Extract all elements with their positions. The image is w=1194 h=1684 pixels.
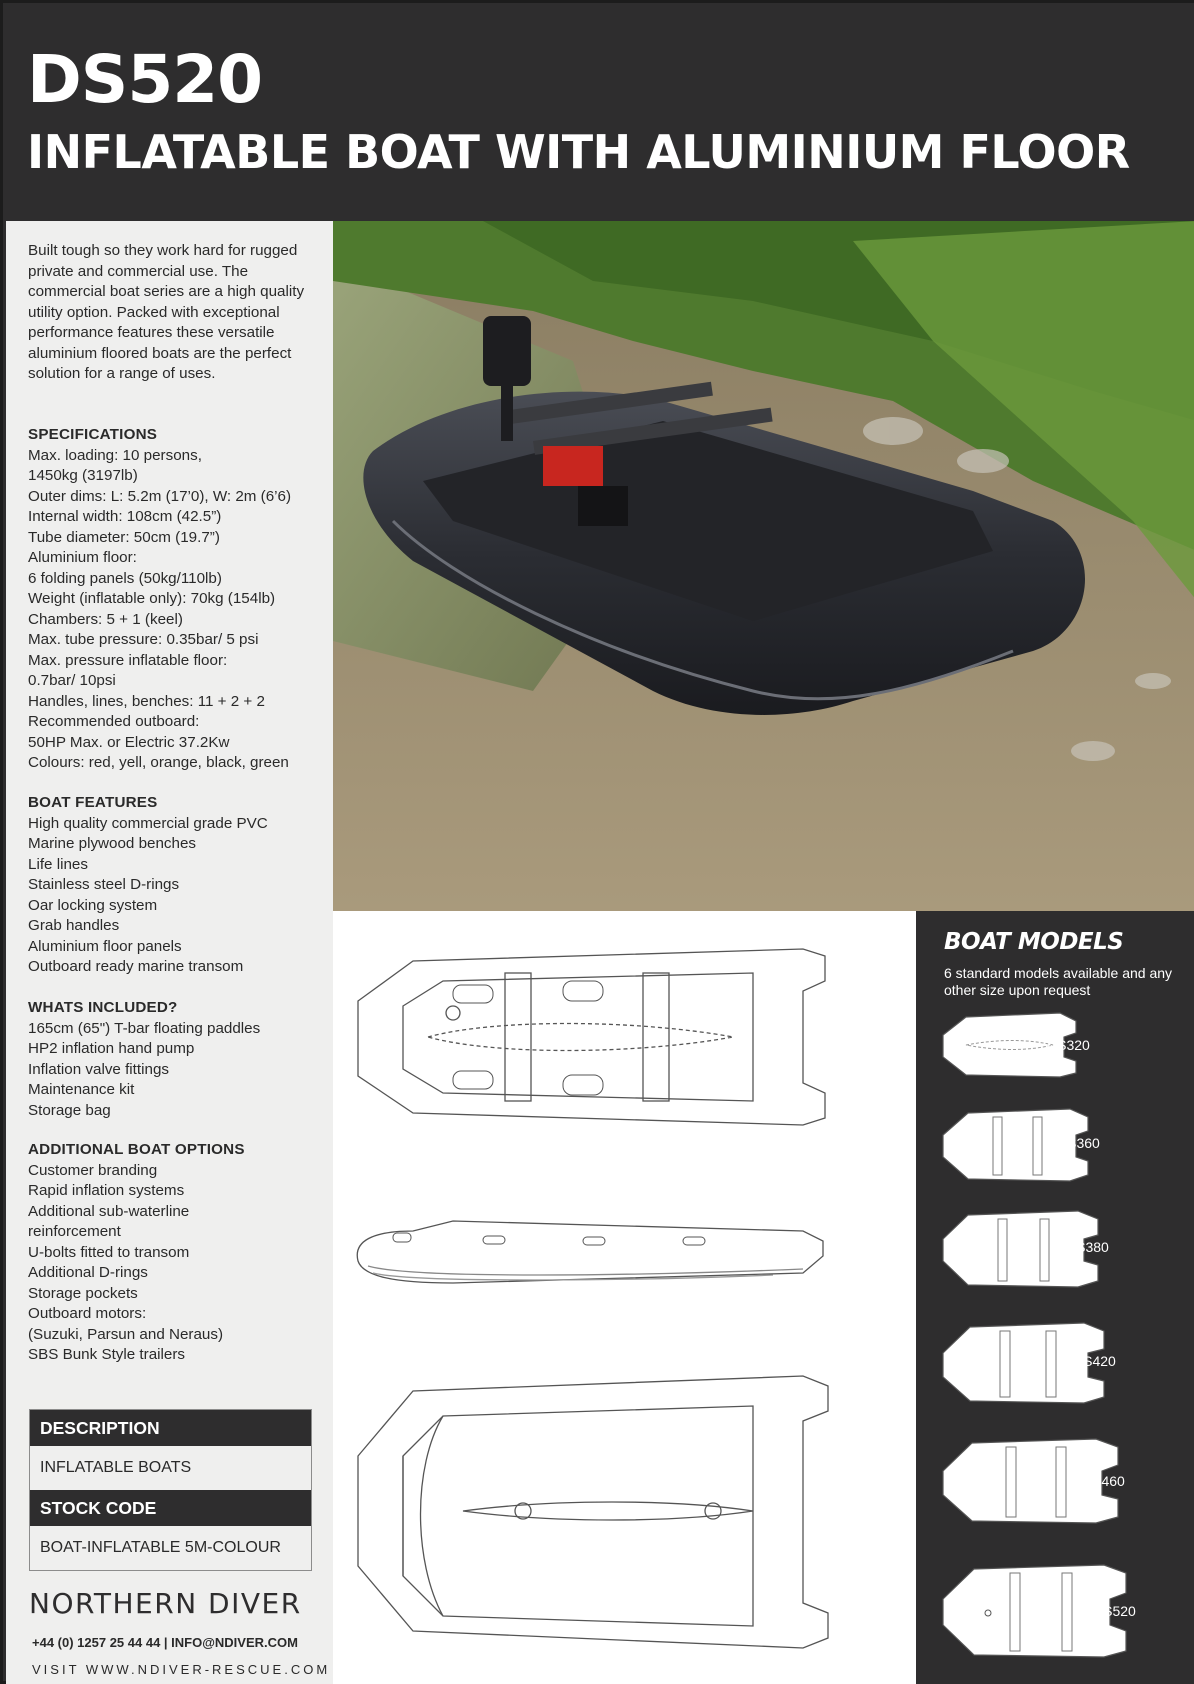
list-item: Internal width: 108cm (42.5”): [28, 508, 222, 525]
list-item: Storage pockets: [28, 1284, 138, 1302]
boat-models-panel: [916, 911, 1194, 1684]
model-ds320: [938, 1009, 1090, 1086]
options-heading: ADDITIONAL BOAT OPTIONS: [28, 1141, 245, 1158]
list-item: Handles, lines, benches: 11 + 2 + 2: [28, 692, 265, 710]
brand-website[interactable]: VISIT WWW.NDIVER-RESCUE.COM: [32, 1662, 331, 1677]
list-item: Stainless steel D-rings: [28, 876, 180, 893]
options-list: [28, 1161, 328, 1366]
list-item: Inflation valve fittings: [28, 1060, 169, 1078]
list-item: Chambers: 5 + 1 (keel): [28, 610, 183, 628]
specifications-section: [28, 425, 328, 774]
list-item: Maintenance kit: [28, 1081, 135, 1098]
specifications-heading: SPECIFICATIONS: [28, 426, 158, 443]
list-item: (Suzuki, Parsun and Neraus): [28, 1325, 223, 1343]
model-ds380: [938, 1207, 1109, 1296]
list-item: Tube diameter: 50cm (19.7”): [28, 528, 220, 546]
features-section: [28, 793, 328, 978]
list-item: Marine plywood benches: [28, 835, 197, 852]
model-ds380-label: DS380: [1066, 1239, 1109, 1255]
model-code: DS520: [27, 41, 263, 118]
boat-models-subtitle: 6 standard models available and any other size upon request: [944, 965, 1173, 998]
list-item: Max. loading: 10 persons,: [28, 446, 202, 464]
product-title: INFLATABLE BOAT WITH ALUMINIUM FLOOR: [27, 125, 1130, 179]
header: [3, 3, 1194, 221]
list-item: Weight (inflatable only): 70kg (154lb): [28, 590, 276, 607]
list-item: Aluminium floor:: [28, 549, 137, 566]
list-item: Max. pressure inflatable floor:: [28, 651, 228, 669]
info-table: [29, 1409, 312, 1571]
list-item: Additional D-rings: [28, 1264, 148, 1281]
list-item: 50HP Max. or Electric 37.2Kw: [28, 733, 230, 751]
list-item: Recommended outboard:: [28, 713, 200, 730]
brand-contact: +44 (0) 1257 25 44 44 | INFO@NDIVER.COM: [32, 1635, 298, 1650]
list-item: reinforcement: [28, 1223, 121, 1240]
model-ds360-label: DS360: [1057, 1135, 1100, 1151]
included-heading: WHATS INCLUDED?: [28, 999, 178, 1016]
list-item: Outboard motors:: [28, 1305, 147, 1322]
technical-drawings: [333, 911, 916, 1684]
list-item: HP2 inflation hand pump: [28, 1040, 195, 1057]
list-item: Outer dims: L: 5.2m (17’0), W: 2m (6’6): [28, 487, 292, 505]
boat-line-drawings: [333, 911, 916, 1684]
list-item: Colours: red, yell, orange, black, green: [28, 754, 289, 771]
model-ds420-label: DS420: [1073, 1353, 1116, 1369]
list-item: Storage bag: [28, 1101, 111, 1119]
included-section: [28, 998, 328, 1121]
boat-photo: [333, 221, 1194, 911]
description-label: DESCRIPTION: [30, 1410, 311, 1446]
list-item: SBS Bunk Style trailers: [28, 1346, 185, 1363]
stock-code-value: BOAT-INFLATABLE 5M-COLOUR: [40, 1539, 281, 1556]
stock-code-label: STOCK CODE: [30, 1490, 311, 1526]
boat-photo-illustration: [333, 221, 1194, 911]
list-item: Aluminium floor panels: [28, 937, 182, 955]
left-column: [6, 221, 333, 1684]
options-section: [28, 1140, 328, 1366]
description-value: INFLATABLE BOATS: [40, 1459, 192, 1476]
list-item: Customer branding: [28, 1161, 158, 1179]
model-ds460-label: DS460: [1082, 1473, 1125, 1489]
features-heading: BOAT FEATURES: [28, 794, 158, 811]
model-ds460: [938, 1435, 1125, 1532]
list-item: 1450kg (3197lb): [28, 467, 138, 484]
features-list: [28, 814, 328, 978]
list-item: 0.7bar/ 10psi: [28, 672, 116, 689]
list-item: Additional sub-waterline: [28, 1202, 190, 1220]
model-ds360: [938, 1105, 1100, 1190]
brand-logo: NORTHERN DIVER: [29, 1587, 302, 1620]
boat-models-title: BOAT MODELS: [944, 929, 1124, 955]
included-list: [28, 1019, 328, 1122]
model-ds320-label: DS320: [1047, 1037, 1090, 1053]
list-item: Max. tube pressure: 0.35bar/ 5 psi: [28, 631, 259, 648]
model-ds420: [938, 1319, 1116, 1412]
specifications-list: [28, 446, 328, 774]
list-item: Rapid inflation systems: [28, 1182, 185, 1199]
list-item: Outboard ready marine transom: [28, 958, 244, 975]
list-item: 6 folding panels (50kg/110lb): [28, 569, 222, 587]
list-item: 165cm (65") T-bar floating paddles: [28, 1019, 261, 1037]
list-item: U-bolts fitted to transom: [28, 1243, 190, 1261]
list-item: Oar locking system: [28, 896, 158, 914]
list-item: High quality commercial grade PVC: [28, 814, 268, 832]
list-item: Grab handles: [28, 917, 120, 934]
intro-text: Built tough so they work hard for rugged private and commercial use. The commercial boat series are a high quality utility option. Packed with exceptional performance features these versatile aluminium floored boats are the perfect solution for a range of uses.: [28, 242, 305, 382]
model-ds520: [938, 1561, 1136, 1666]
list-item: Life lines: [28, 855, 88, 873]
model-ds520-label: DS520: [1093, 1603, 1136, 1619]
